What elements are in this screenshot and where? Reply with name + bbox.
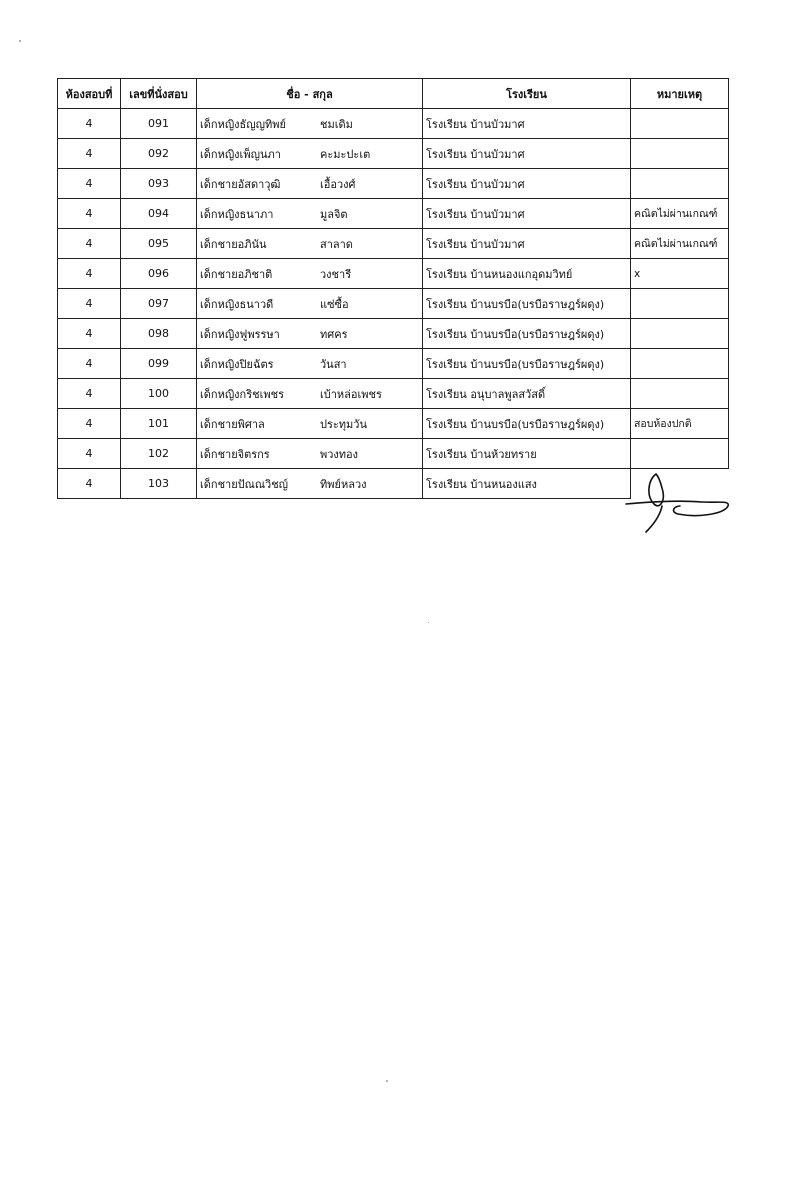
seat-cell: 098 [121, 319, 197, 349]
table-row [58, 289, 729, 319]
first-name: เด็กหญิงปิยฉัตร [200, 357, 274, 371]
name-cell [197, 289, 423, 319]
header-row [58, 79, 729, 109]
name-cell [197, 379, 423, 409]
room-cell: 4 [58, 379, 121, 409]
school-cell: โรงเรียน บ้านบัวมาศ [423, 229, 631, 259]
room-cell: 4 [58, 439, 121, 469]
last-name: ชมเดิม [320, 117, 353, 131]
room-cell: 4 [58, 349, 121, 379]
table-row [58, 439, 729, 469]
name-cell [197, 229, 423, 259]
room-cell: 4 [58, 289, 121, 319]
school-cell: โรงเรียน บ้านหนองแสง [423, 469, 631, 499]
table-row [58, 229, 729, 259]
school-cell: โรงเรียน อนุบาลพูลสวัสดิ์ [423, 379, 631, 409]
table-row [58, 259, 729, 289]
note-cell [631, 139, 729, 169]
header-room: ห้องสอบที่ [58, 79, 121, 109]
last-name: วันสา [320, 357, 347, 371]
seat-cell: 095 [121, 229, 197, 259]
last-name: เอื้อวงศ์ [320, 177, 356, 191]
room-cell: 4 [58, 109, 121, 139]
name-cell [197, 469, 423, 499]
header-school: โรงเรียน [423, 79, 631, 109]
seat-cell: 091 [121, 109, 197, 139]
school-cell: โรงเรียน บ้านบรบือ(บรบือราษฎร์ผดุง) [423, 349, 631, 379]
note-cell [631, 439, 729, 469]
table-row [58, 169, 729, 199]
school-cell: โรงเรียน บ้านหนองแกอุดมวิทย์ [423, 259, 631, 289]
name-cell [197, 259, 423, 289]
first-name: เด็กหญิงฟูพรรษา [200, 327, 280, 341]
note-cell [631, 319, 729, 349]
table-row [58, 139, 729, 169]
last-name: เบ้าหล่อเพชร [320, 387, 382, 401]
room-cell: 4 [58, 319, 121, 349]
table-row [58, 349, 729, 379]
name-cell [197, 199, 423, 229]
first-name: เด็กหญิงธนาภา [200, 207, 274, 221]
room-cell: 4 [58, 199, 121, 229]
name-cell [197, 349, 423, 379]
first-name: เด็กชายอภินัน [200, 237, 267, 251]
last-name: พวงทอง [320, 447, 359, 461]
school-cell: โรงเรียน บ้านบรบือ(บรบือราษฎร์ผดุง) [423, 289, 631, 319]
school-cell: โรงเรียน บ้านบัวมาศ [423, 109, 631, 139]
header-name: ชื่อ - สกุล [197, 79, 423, 109]
note-cell: คณิตไม่ผ่านเกณฑ์ [631, 229, 729, 259]
school-cell: โรงเรียน บ้านบัวมาศ [423, 139, 631, 169]
seat-cell: 097 [121, 289, 197, 319]
table-row [58, 409, 729, 439]
room-cell: 4 [58, 409, 121, 439]
first-name: เด็กชายจิตรกร [200, 447, 270, 461]
scan-speck [428, 622, 429, 623]
name-cell [197, 319, 423, 349]
last-name: มูลจิต [320, 207, 348, 221]
scan-speck [386, 1080, 388, 1082]
last-name: ประทุมวัน [320, 417, 367, 431]
note-cell [631, 169, 729, 199]
first-name: เด็กหญิงกริชเพชร [200, 387, 284, 401]
note-cell: คณิตไม่ผ่านเกณฑ์ [631, 199, 729, 229]
name-cell [197, 439, 423, 469]
table-row [58, 379, 729, 409]
room-cell: 4 [58, 169, 121, 199]
note-cell [631, 379, 729, 409]
room-cell: 4 [58, 139, 121, 169]
header-seat: เลขที่นั่งสอบ [121, 79, 197, 109]
first-name: เด็กชายอัสดาวุฒิ [200, 177, 281, 191]
note-cell [631, 109, 729, 139]
seat-cell: 103 [121, 469, 197, 499]
note-cell [631, 349, 729, 379]
first-name: เด็กหญิงเพ็ญนภา [200, 147, 281, 161]
school-cell: โรงเรียน บ้านบัวมาศ [423, 199, 631, 229]
room-cell: 4 [58, 229, 121, 259]
seat-cell: 102 [121, 439, 197, 469]
school-cell: โรงเรียน บ้านห้วยทราย [423, 439, 631, 469]
table-row [58, 109, 729, 139]
first-name: เด็กหญิงธนาวดี [200, 297, 274, 311]
header-note: หมายเหตุ [631, 79, 729, 109]
last-name: วงชารี [320, 267, 352, 281]
first-name: เด็กหญิงธัญญทิพย์ [200, 117, 286, 131]
name-cell [197, 169, 423, 199]
name-cell [197, 109, 423, 139]
scan-speck [19, 40, 21, 42]
note-cell: สอบห้องปกติ [631, 409, 729, 439]
signature [618, 466, 738, 536]
note-cell [631, 289, 729, 319]
table-body [58, 109, 729, 499]
room-cell: 4 [58, 259, 121, 289]
seat-cell: 094 [121, 199, 197, 229]
seat-cell: 099 [121, 349, 197, 379]
name-cell [197, 409, 423, 439]
seat-cell: 093 [121, 169, 197, 199]
table-row [58, 199, 729, 229]
last-name: ทิพย์หลวง [320, 477, 367, 491]
last-name: คะมะปะเต [320, 147, 371, 161]
last-name: สาลาด [320, 237, 353, 251]
note-cell: x [631, 259, 729, 289]
seat-cell: 092 [121, 139, 197, 169]
school-cell: โรงเรียน บ้านบรบือ(บรบือราษฎร์ผดุง) [423, 319, 631, 349]
first-name: เด็กชายพิศาล [200, 417, 265, 431]
last-name: แซ่ซื้อ [320, 297, 349, 311]
last-name: ทศคร [320, 327, 348, 341]
seat-cell: 101 [121, 409, 197, 439]
exam-roster-table [57, 78, 729, 499]
seat-cell: 096 [121, 259, 197, 289]
room-cell: 4 [58, 469, 121, 499]
seat-cell: 100 [121, 379, 197, 409]
school-cell: โรงเรียน บ้านบัวมาศ [423, 169, 631, 199]
school-cell: โรงเรียน บ้านบรบือ(บรบือราษฎร์ผดุง) [423, 409, 631, 439]
table-row [58, 319, 729, 349]
first-name: เด็กชายอภิชาติ [200, 267, 273, 281]
name-cell [197, 139, 423, 169]
first-name: เด็กชายปัณณวิชญ์ [200, 477, 289, 491]
table-header [58, 79, 729, 109]
